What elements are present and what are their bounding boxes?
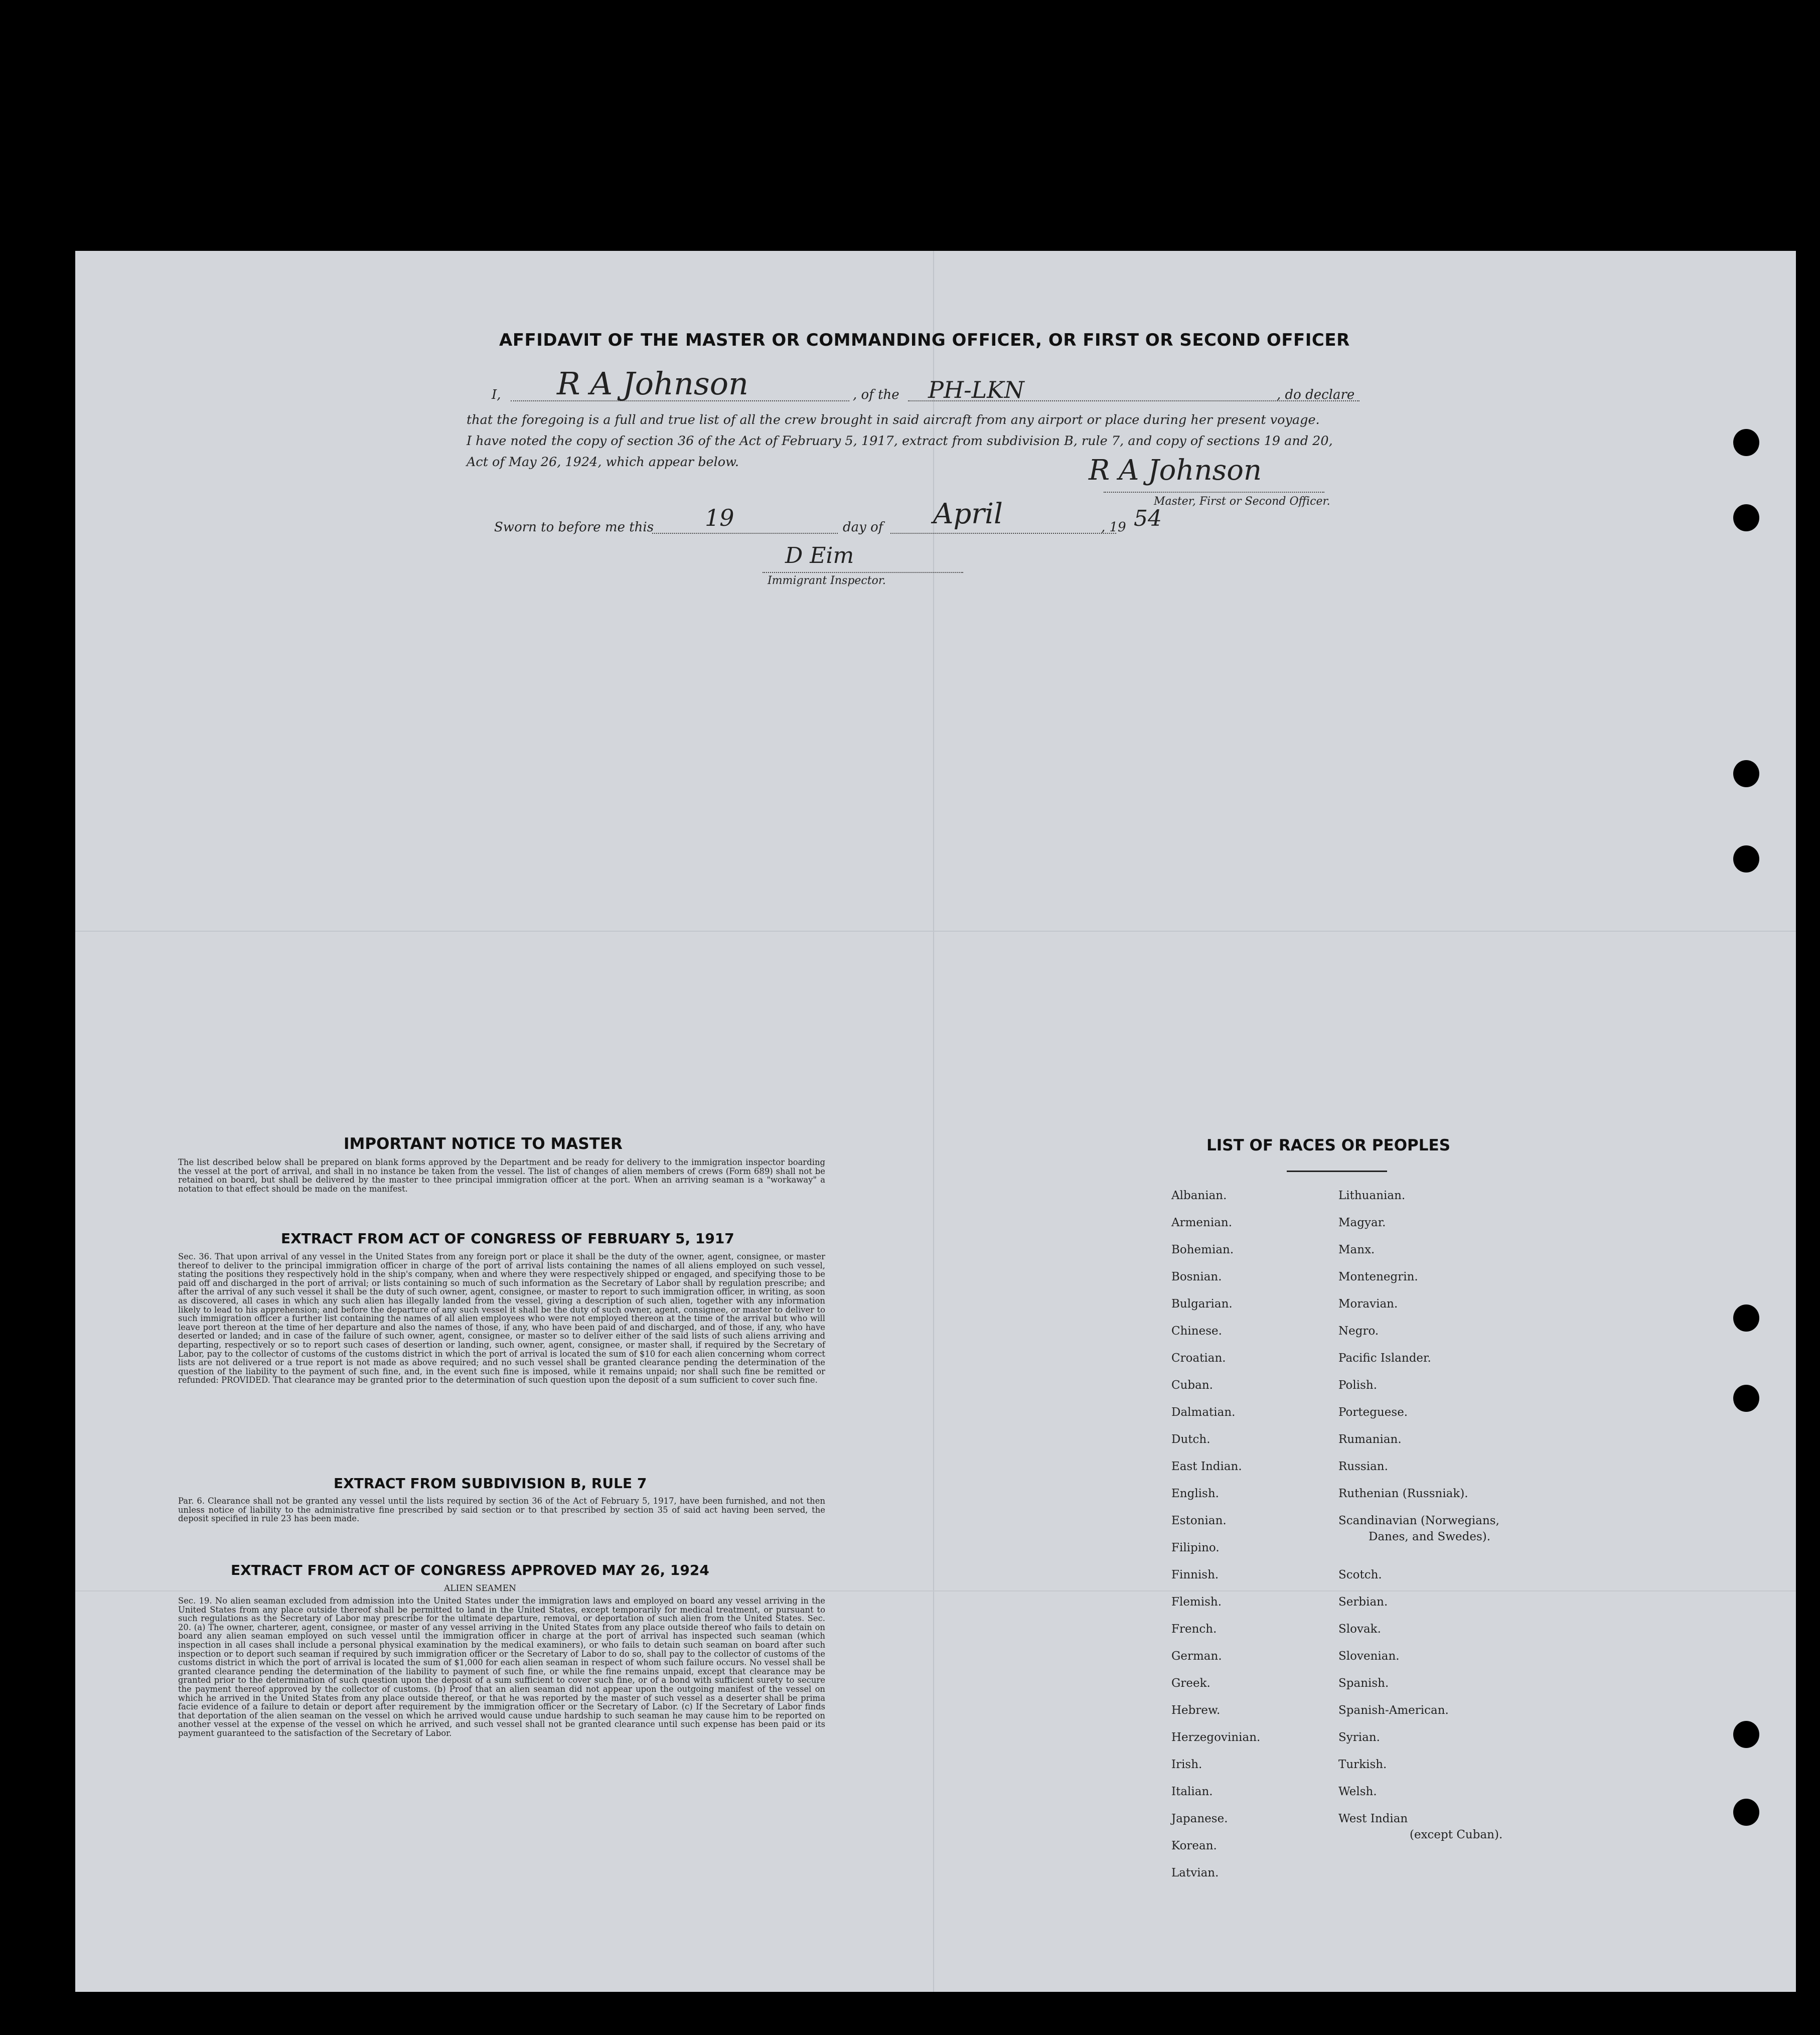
of-the-label: , of the xyxy=(853,387,899,402)
race-item: Magyar. xyxy=(1338,1216,1386,1229)
race-item: Chinese. xyxy=(1171,1325,1222,1338)
punch-hole xyxy=(1733,845,1759,873)
month-line xyxy=(890,533,1116,534)
race-item: Montenegrin. xyxy=(1338,1270,1418,1283)
race-item: Lithuanian. xyxy=(1338,1189,1406,1202)
race-item: Serbian. xyxy=(1338,1595,1388,1609)
race-item: Ruthenian (Russniak). xyxy=(1338,1487,1468,1500)
race-item: German. xyxy=(1171,1650,1222,1663)
subdivision-text: Par. 6. Clearance shall not be granted any vessel until the lists required by section 36 of the Act of February 5, 1917, have been furnished, and not then unless notice of liability to the administrative fine prescribed by said section or to that prescribed by section 35 of said act having been served, the deposit specified in rule 23 has been made. xyxy=(178,1496,825,1524)
signature-line xyxy=(1104,492,1324,493)
punch-hole xyxy=(1733,1385,1759,1412)
race-item: Russian. xyxy=(1338,1460,1388,1473)
fold-line-horizontal xyxy=(75,931,1796,932)
race-item: Turkish. xyxy=(1338,1758,1387,1771)
race-item: Spanish. xyxy=(1338,1677,1389,1690)
punch-hole xyxy=(1733,1799,1759,1826)
sworn-month: April xyxy=(933,498,1003,530)
race-item: Bohemian. xyxy=(1171,1243,1234,1256)
race-item: Croatian. xyxy=(1171,1352,1226,1365)
notice-text: The list described below shall be prepared on blank forms approved by the Department and be ready for delivery to the immigration inspector boarding the vessel at the port of arrival, and shall in no instance be taken from the vessel. The list of changes of alien members of crews (Form 689) shall not be retained on board, but shall be delivered by the master to thee principal immigration officer at the port. When an arriving seaman is a "workaway" a notation to that effect should be made on the manifest. xyxy=(178,1157,825,1194)
affidavit-line4: Act of May 26, 1924, which appear below. xyxy=(467,455,739,470)
race-item: Armenian. xyxy=(1171,1216,1233,1229)
affidavit-title: AFFIDAVIT OF THE MASTER OR COMMANDING OFFICER, OR FIRST OR SECOND OFFICER xyxy=(499,330,1350,350)
race-item: Estonian. xyxy=(1171,1514,1227,1527)
race-item: Negro. xyxy=(1338,1325,1379,1338)
day-of-label: day of xyxy=(843,520,883,535)
punch-hole xyxy=(1733,429,1759,456)
officer-name: R A Johnson xyxy=(557,365,748,402)
race-item: Syrian. xyxy=(1338,1731,1380,1744)
race-item: Latvian. xyxy=(1171,1866,1219,1879)
extract-1917-text: Sec. 36. That upon arrival of any vessel in the United States from any foreign port or place it shall be the duty of the owner, agent, consignee, or master thereof to deliver to the principal immigration officer in charge of the port of arrival lists containing the names of all aliens employed on such vessel, stating the positions they respectively hold in the ship's company, when and where they were respectively shipped or engaged, and specifying those to be paid off and discharged in the port of arrival; or lists containing so much of such information as the Secretary of Labor shall by regulation prescribe; and after the arrival of any such vessel it shall be the duty of such owner, agent, consignee, or master to report to such immigration officer, in writing, as soon as discovered, all cases in which any such alien has illegally landed from the vessel, giving a description of such alien, together with any information likely to lead to his apprehension; and before the departure of any such vessel it shall be the duty of such owner, agent, consignee, or master to deliver to such immigration officer a further list containing the names of all alien employees who were not employed thereon at the time of the arrival but who will leave port thereon at the time of her departure and also the names of those, if any, who have been paid of and discharged, and of those, if any, who have deserted or landed; and in case of the failure of such owner, agent, consignee, or master so to deliver either of the said lists of such aliens arriving and departing, respectively or so to report such cases of desertion or landing, such owner, agent, consignee, or master shall, if required by the Secretary of Labor, pay to the collector of customs of the customs district in which the port of arrival is located the sum of $10 for each alien concerning whom correct lists are not delivered or a true report is not made as above required; and no such vessel shall be granted clearance pending the determination of the question of the liability to the payment of such fine, and, in the event such fine is imposed, while it remains unpaid; nor shall such fine be remitted or refunded: PROVIDED. That clearance may be granted prior to the determination of such question upon the deposit of a sum sufficient to cover such fine. xyxy=(178,1252,825,1385)
year-suffix: 54 xyxy=(1134,506,1162,531)
document-page xyxy=(75,251,1796,1992)
sworn-day: 19 xyxy=(705,504,734,531)
race-item: East Indian. xyxy=(1171,1460,1242,1473)
race-item: Filipino. xyxy=(1171,1541,1220,1554)
do-declare-label: , do declare xyxy=(1277,387,1355,402)
race-item: Rumanian. xyxy=(1338,1433,1402,1446)
aircraft-id: PH-LKN xyxy=(928,376,1024,403)
race-item: English. xyxy=(1171,1487,1219,1500)
race-item: Porteguese. xyxy=(1338,1406,1408,1419)
race-item: Bulgarian. xyxy=(1171,1297,1233,1311)
officer-signature: R A Johnson xyxy=(1089,454,1262,487)
race-item: Italian. xyxy=(1171,1785,1213,1798)
races-title: LIST OF RACES OR PEOPLES xyxy=(1206,1136,1451,1154)
race-item: Bosnian. xyxy=(1171,1270,1222,1283)
race-item: Welsh. xyxy=(1338,1785,1377,1798)
race-item: Scotch. xyxy=(1338,1568,1382,1581)
race-item: Polish. xyxy=(1338,1379,1378,1392)
race-item: Finnish. xyxy=(1171,1568,1219,1581)
race-item: Albanian. xyxy=(1171,1189,1227,1202)
race-item: French. xyxy=(1171,1623,1217,1636)
races-title-rule xyxy=(1287,1171,1387,1172)
race-item: Herzegovinian. xyxy=(1171,1731,1261,1744)
affidavit-line2: that the foregoing is a full and true list of all the crew brought in said aircraft from any airport or place during her present voyage. xyxy=(467,412,1320,427)
inspector-caption: Immigrant Inspector. xyxy=(768,574,886,587)
race-item: Spanish-American. xyxy=(1338,1704,1449,1717)
race-item: Irish. xyxy=(1171,1758,1202,1771)
race-item: Dalmatian. xyxy=(1171,1406,1236,1419)
officer-caption: Master, First or Second Officer. xyxy=(1154,495,1330,508)
punch-hole xyxy=(1733,504,1759,531)
extract-1924-text: Sec. 19. No alien seaman excluded from admission into the United States under the immigration laws and employed on board any vessel arriving in the United States from any place outside thereof shall be permitted to land in the United States, except temporarily for medical treatment, or pursuant to such regulations as the Secretary of Labor may prescribe for the ultimate departure, removal, or deportation of such alien from the United States. Sec. 20. (a) The owner, charterer, agent, consignee, or master of any vessel arriving in the United States from any place outside thereof who fails to detain on board any alien seaman employed on such vessel until the immigration officer in charge at the port of arrival has inspected such seaman (which inspection in all cases shall include a personal physical examination by the medical examiners), or who fails to detain such seaman on board after such inspection or to deport such seaman if required by such immigration officer or the Secretary of Labor to do so, shall pay to the collector of customs of the customs district in which the port of arrival is located the sum of $1,000 for each alien seaman in respect of whom such failure occurs. No vessel shall be granted clearance pending the determination of the liability to payment of such fine, or while the fine remains unpaid, except that clearance may be granted prior to the determination of such question upon the deposit of a sum sufficient to cover such fine, or of a bond with sufficient surety to secure the payment thereof approved by the collector of customs. (b) Proof that an alien seaman did not appear upon the outgoing manifest of the vessel on which he arrived in the United States from any place outside thereof, or that he was reported by the master of such vessel as a deserter shall be prima facie evidence of a failure to detain or deport after requirement by the immigration officer or the Secretary of Labor. (c) If the Secretary of Labor finds that deportation of the alien seaman on the vessel on which he arrived would cause undue hardship to such seaman he may cause him to be reported on another vessel at the expense of the vessel on which he arrived, and such vessel shall not be granted clearance until such expense has been paid or its payment guaranteed to the satisfaction of the Secretary of Labor. xyxy=(178,1596,825,1738)
race-item: West Indian xyxy=(1338,1812,1408,1825)
race-item: Dutch. xyxy=(1171,1433,1210,1446)
extract-1924-title: EXTRACT FROM ACT OF CONGRESS APPROVED MAY 26, 1924 xyxy=(231,1562,709,1578)
race-item: Hebrew. xyxy=(1171,1704,1221,1717)
race-item: Greek. xyxy=(1171,1677,1210,1690)
i-label: I, xyxy=(492,387,501,402)
race-item: Scandinavian (Norwegians, xyxy=(1338,1514,1499,1527)
inspector-signature: D Eim xyxy=(785,543,854,568)
race-item: Danes, and Swedes). xyxy=(1369,1530,1491,1543)
notice-title: IMPORTANT NOTICE TO MASTER xyxy=(344,1135,623,1153)
affidavit-line3: I have noted the copy of section 36 of the Act of February 5, 1917, extract from subdivision B, rule 7, and copy of sections 19 and 20, xyxy=(467,433,1333,449)
extract-1917-title: EXTRACT FROM ACT OF CONGRESS OF FEBRUARY 5, 1917 xyxy=(281,1230,734,1247)
sworn-label: Sworn to before me this xyxy=(494,520,654,535)
punch-hole xyxy=(1733,1721,1759,1748)
race-item: Japanese. xyxy=(1171,1812,1228,1825)
race-item: Flemish. xyxy=(1171,1595,1222,1609)
race-item: Manx. xyxy=(1338,1243,1375,1256)
alien-seamen-subtitle: ALIEN SEAMEN xyxy=(444,1583,516,1593)
race-item: Slovenian. xyxy=(1338,1650,1400,1663)
subdivision-title: EXTRACT FROM SUBDIVISION B, RULE 7 xyxy=(334,1475,647,1492)
inspector-line xyxy=(763,572,963,573)
fold-line-horizontal-lower xyxy=(75,1590,1796,1591)
punch-hole xyxy=(1733,1304,1759,1332)
punch-hole xyxy=(1733,760,1759,787)
day-line xyxy=(652,533,838,534)
race-item: Slovak. xyxy=(1338,1623,1381,1636)
race-item: Pacific Islander. xyxy=(1338,1352,1431,1365)
race-item: Korean. xyxy=(1171,1839,1217,1852)
year-prefix: , 19 xyxy=(1101,520,1126,535)
race-item: Cuban. xyxy=(1171,1379,1213,1392)
race-item: Moravian. xyxy=(1338,1297,1398,1311)
race-item: (except Cuban). xyxy=(1410,1828,1503,1841)
